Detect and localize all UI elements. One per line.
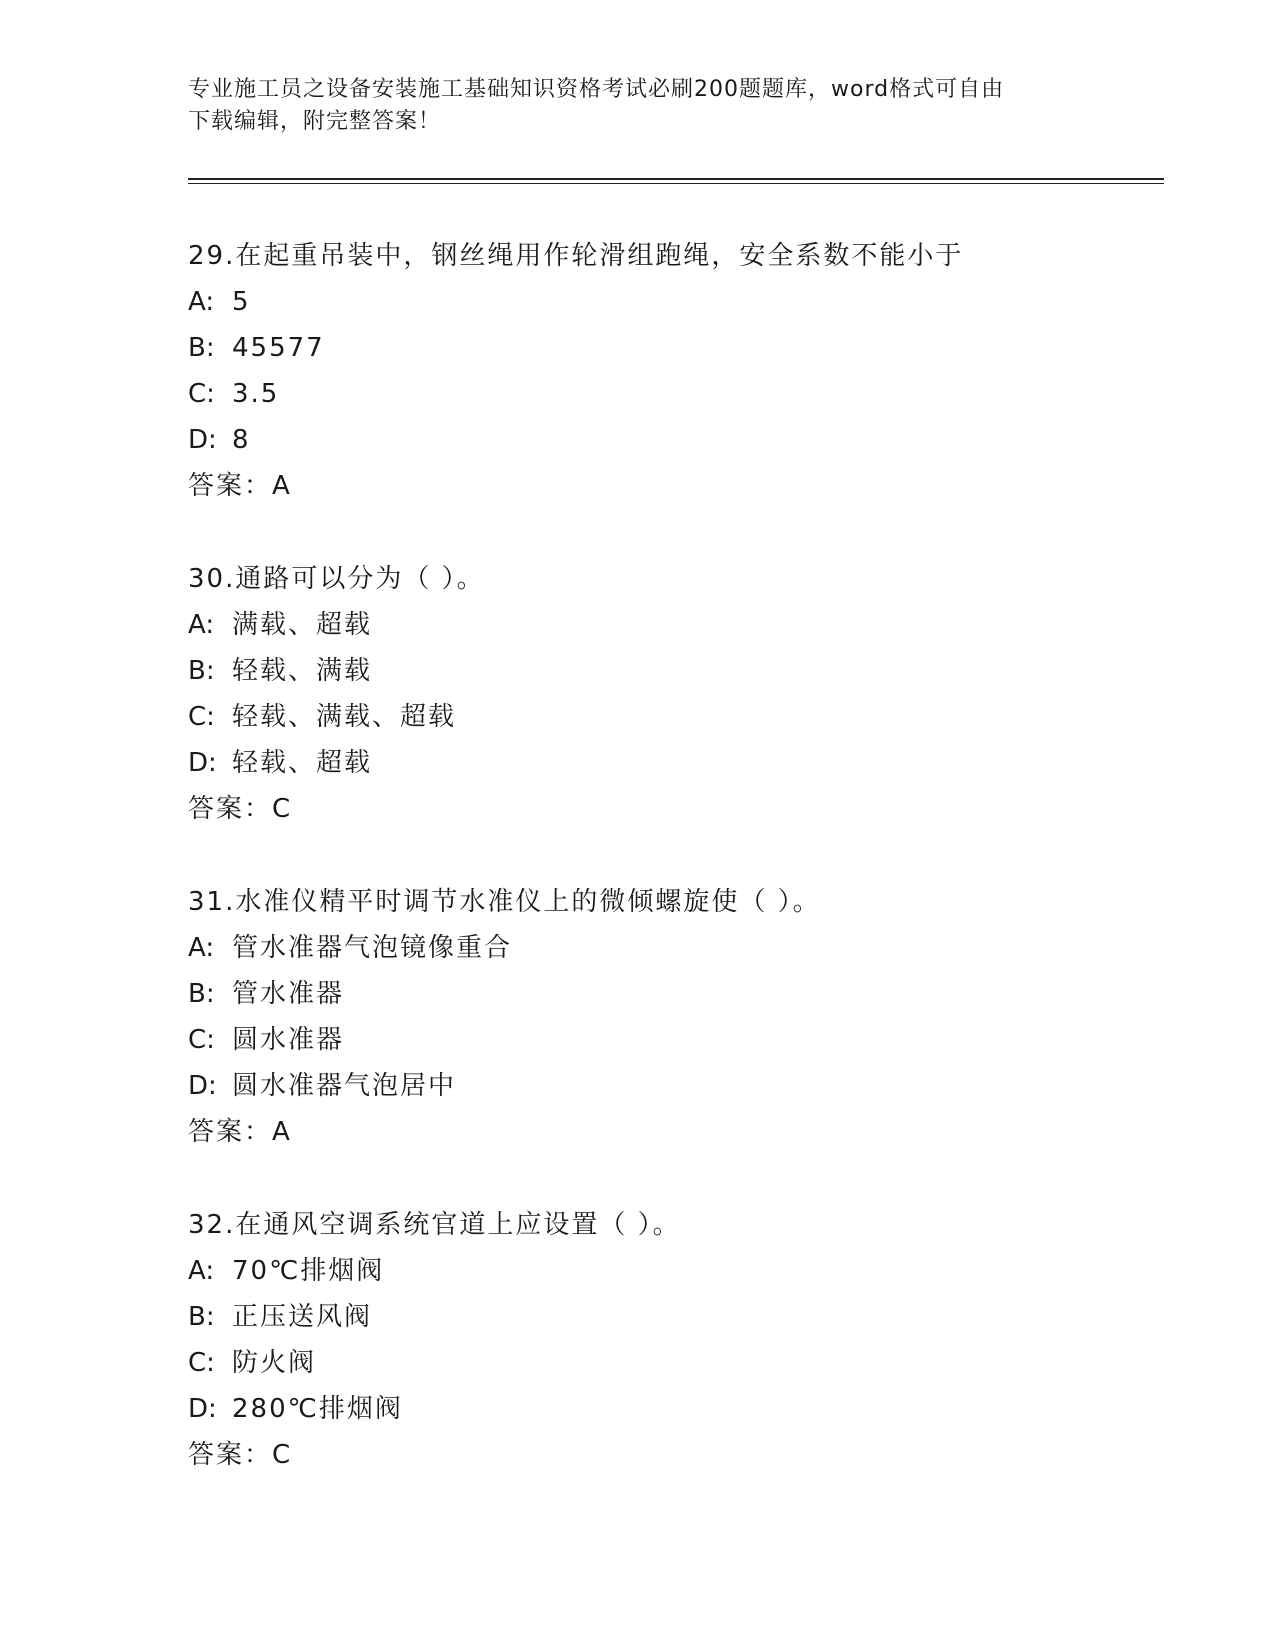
option-c bbox=[188, 1340, 1168, 1386]
option-text: 280℃排烟阀 bbox=[232, 1394, 403, 1424]
option-b bbox=[188, 325, 1168, 371]
option-c bbox=[188, 371, 1168, 417]
option-text: 圆水准器 bbox=[232, 1025, 345, 1055]
option-label: D: bbox=[188, 748, 217, 778]
option-label: D: bbox=[188, 1071, 217, 1101]
option-label: B: bbox=[188, 656, 215, 686]
option-label: D: bbox=[188, 1394, 217, 1424]
option-text: 轻载、超载 bbox=[232, 748, 373, 778]
answer-line: 答案：A bbox=[188, 471, 292, 501]
option-label: A: bbox=[188, 1256, 215, 1286]
option-text: 70℃排烟阀 bbox=[232, 1256, 385, 1286]
header-divider-thin bbox=[188, 183, 1164, 184]
header-divider-thick bbox=[188, 178, 1164, 180]
question-block bbox=[188, 1202, 1168, 1478]
option-text: 轻载、满载、超载 bbox=[232, 702, 457, 732]
option-text: 3.5 bbox=[232, 379, 280, 409]
option-label: B: bbox=[188, 1302, 215, 1332]
option-text: 管水准器 bbox=[232, 979, 345, 1009]
option-a bbox=[188, 602, 1168, 648]
option-text: 防火阀 bbox=[232, 1348, 317, 1378]
option-c bbox=[188, 694, 1168, 740]
question-title: 32.在通风空调系统官道上应设置（ ）。 bbox=[188, 1210, 681, 1240]
option-label: B: bbox=[188, 333, 215, 363]
question-block bbox=[188, 879, 1168, 1155]
option-a bbox=[188, 279, 1168, 325]
option-a bbox=[188, 925, 1168, 971]
option-b bbox=[188, 1294, 1168, 1340]
option-a bbox=[188, 1248, 1168, 1294]
question-title: 31.水准仪精平时调节水准仪上的微倾螺旋使（ ）。 bbox=[188, 887, 821, 917]
document-header bbox=[188, 74, 1088, 138]
question-block bbox=[188, 233, 1168, 509]
option-b bbox=[188, 971, 1168, 1017]
option-text: 45577 bbox=[232, 333, 325, 363]
option-text: 8 bbox=[232, 425, 251, 455]
answer-line: 答案：C bbox=[188, 1440, 293, 1470]
question-title: 29.在起重吊装中，钢丝绳用作轮滑组跑绳，安全系数不能小于 bbox=[188, 241, 964, 271]
question-block bbox=[188, 556, 1168, 832]
option-label: C: bbox=[188, 379, 215, 409]
option-text: 满载、超载 bbox=[232, 610, 373, 640]
option-d bbox=[188, 740, 1168, 786]
option-label: A: bbox=[188, 610, 215, 640]
option-c bbox=[188, 1017, 1168, 1063]
header-line-1: 专业施工员之设备安装施工基础知识资格考试必刷200题题库，word格式可自由 bbox=[188, 77, 1005, 102]
option-label: A: bbox=[188, 933, 215, 963]
option-b bbox=[188, 648, 1168, 694]
option-d bbox=[188, 1063, 1168, 1109]
option-text: 圆水准器气泡居中 bbox=[232, 1071, 457, 1101]
question-title: 30.通路可以分为（ ）。 bbox=[188, 564, 485, 594]
option-text: 5 bbox=[232, 287, 251, 317]
option-text: 轻载、满载 bbox=[232, 656, 373, 686]
option-label: C: bbox=[188, 1025, 215, 1055]
option-label: A: bbox=[188, 287, 215, 317]
header-line-2: 下载编辑，附完整答案！ bbox=[188, 109, 442, 134]
option-text: 管水准器气泡镜像重合 bbox=[232, 933, 513, 963]
option-label: D: bbox=[188, 425, 217, 455]
option-label: C: bbox=[188, 702, 215, 732]
option-text: 正压送风阀 bbox=[232, 1302, 373, 1332]
option-label: B: bbox=[188, 979, 215, 1009]
option-d bbox=[188, 1386, 1168, 1432]
answer-line: 答案：C bbox=[188, 794, 293, 824]
option-label: C: bbox=[188, 1348, 215, 1378]
option-d bbox=[188, 417, 1168, 463]
answer-line: 答案：A bbox=[188, 1117, 292, 1147]
